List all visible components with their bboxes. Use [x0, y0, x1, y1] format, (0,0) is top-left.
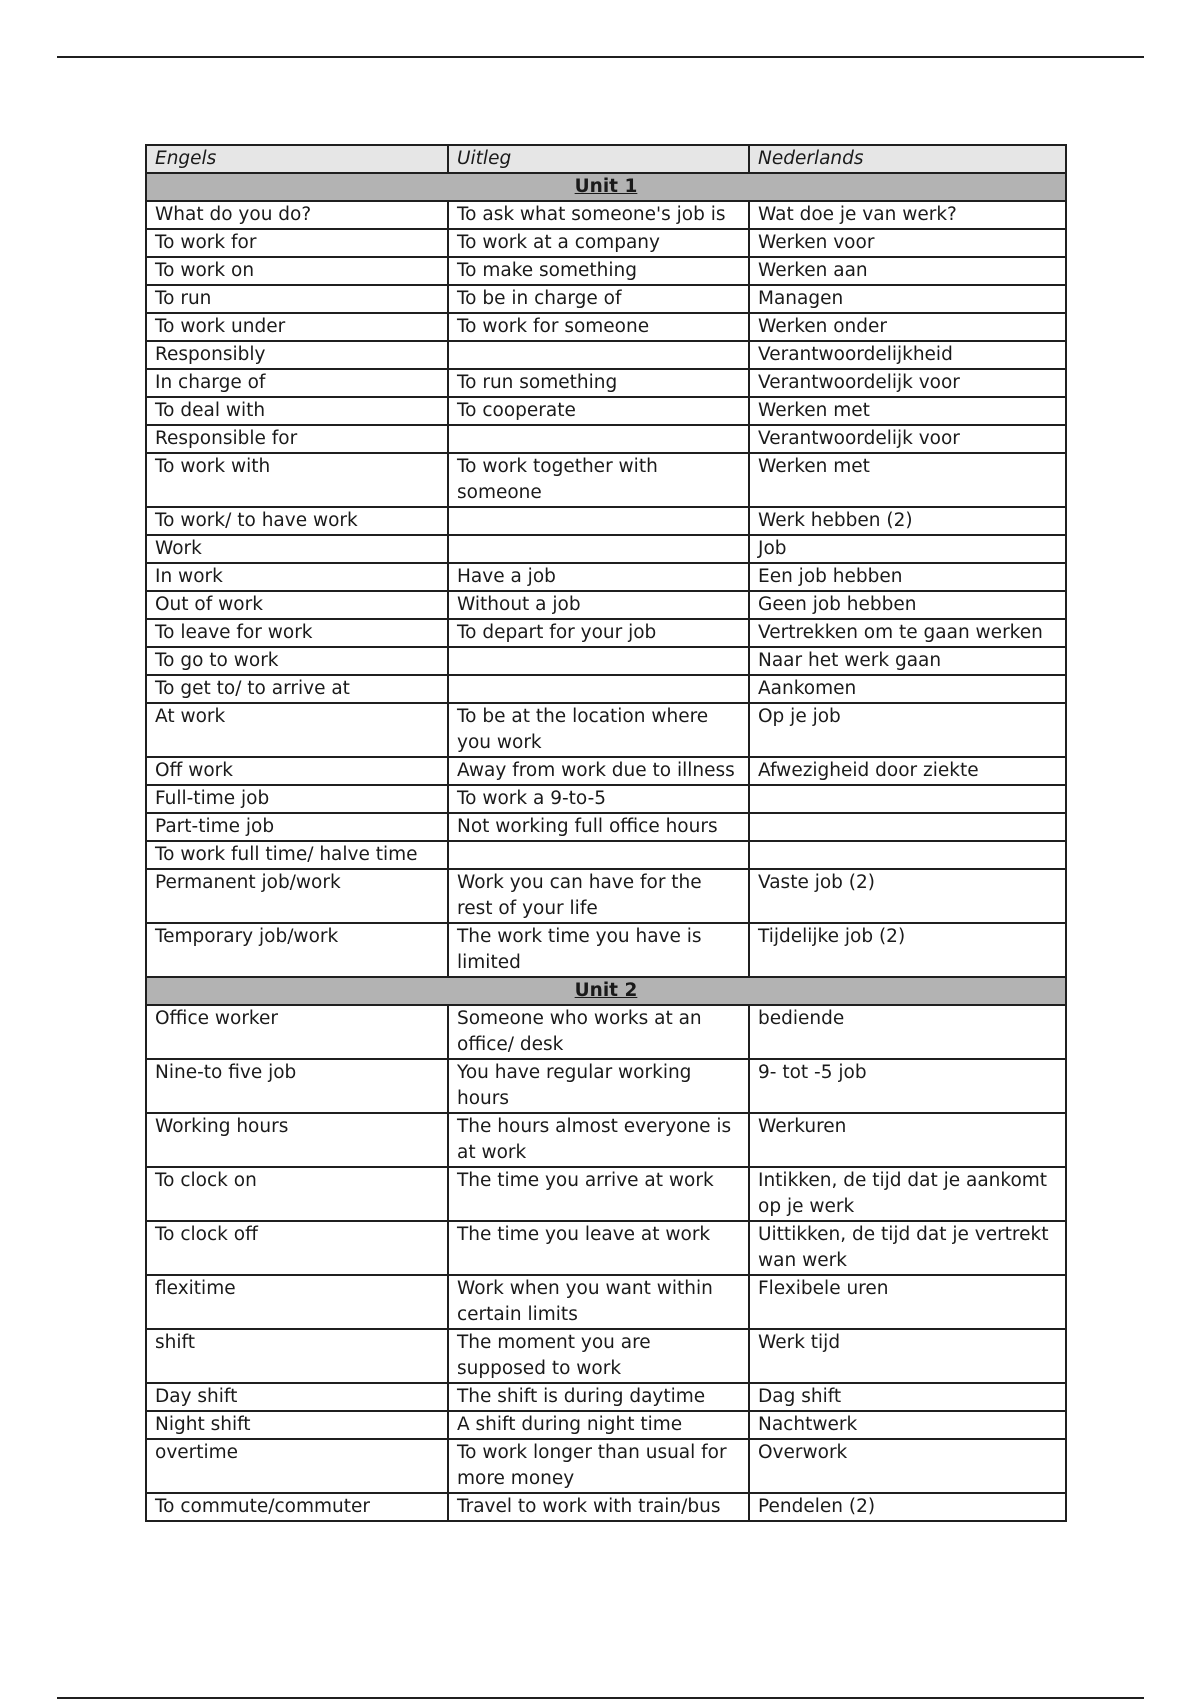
cell-line: To work for someone: [457, 316, 650, 337]
cell-line: To commute/commuter: [155, 1496, 370, 1517]
cell-line: Verantwoordelijk voor: [758, 428, 960, 449]
cell-line: Aankomen: [758, 678, 857, 699]
engels-cell: [146, 757, 448, 785]
nederlands-cell: [749, 619, 1066, 647]
cell-line: To work a 9-to-5: [457, 788, 607, 809]
cell-line: To go to work: [155, 650, 279, 671]
cell-line: Naar het werk gaan: [758, 650, 942, 671]
engels-cell: [146, 425, 448, 453]
cell-line: supposed to work: [457, 1358, 622, 1379]
cell-line: limited: [457, 952, 521, 973]
uitleg-cell: [448, 201, 749, 229]
nederlands-cell: [749, 813, 1066, 841]
cell-line: bediende: [758, 1008, 845, 1029]
cell-line: To clock off: [155, 1224, 258, 1245]
nederlands-cell: [749, 923, 1066, 977]
cell-line: Tijdelijke job (2): [758, 926, 906, 947]
cell-line: you work: [457, 732, 542, 753]
uitleg-cell: [448, 1439, 749, 1493]
uitleg-cell: [448, 1383, 749, 1411]
table-row: [146, 923, 1066, 977]
cell-line: To clock on: [155, 1170, 257, 1191]
engels-cell: [146, 619, 448, 647]
engels-cell: [146, 1005, 448, 1059]
table-row: [146, 1493, 1066, 1521]
uitleg-cell: [448, 257, 749, 285]
cell-line: wan werk: [758, 1250, 847, 1271]
table-row: [146, 341, 1066, 369]
footer-rule: [57, 1697, 1144, 1699]
cell-line: To work for: [155, 232, 257, 253]
cell-line: The hours almost everyone is: [457, 1116, 732, 1137]
nederlands-cell: [749, 1167, 1066, 1221]
uitleg-cell: [448, 425, 749, 453]
engels-cell: [146, 397, 448, 425]
uitleg-cell: [448, 1113, 749, 1167]
nederlands-cell: [749, 535, 1066, 563]
unit-title: Unit 1: [146, 173, 1066, 201]
table-row: [146, 535, 1066, 563]
nederlands-cell: [749, 397, 1066, 425]
uitleg-cell: [448, 397, 749, 425]
table-row: [146, 785, 1066, 813]
table-row: [146, 757, 1066, 785]
cell-line: Responsibly: [155, 344, 266, 365]
engels-cell: [146, 813, 448, 841]
table-row: [146, 313, 1066, 341]
engels-cell: [146, 313, 448, 341]
nederlands-cell: [749, 507, 1066, 535]
engels-cell: [146, 285, 448, 313]
cell-line: Intikken, de tijd dat je aankomt: [758, 1170, 1048, 1191]
cell-line: Werken aan: [758, 260, 868, 281]
uitleg-cell: [448, 1275, 749, 1329]
uitleg-cell: [448, 341, 749, 369]
uitleg-cell: [448, 813, 749, 841]
uitleg-cell: [448, 785, 749, 813]
uitleg-cell: [448, 923, 749, 977]
table-row: [146, 397, 1066, 425]
cell-line: flexitime: [155, 1278, 236, 1299]
engels-cell: [146, 535, 448, 563]
cell-line: To make something: [457, 260, 637, 281]
table-row: [146, 675, 1066, 703]
cell-line: certain limits: [457, 1304, 578, 1325]
table-row: [146, 1439, 1066, 1493]
cell-line: To work on: [155, 260, 255, 281]
nederlands-cell: [749, 563, 1066, 591]
engels-cell: [146, 341, 448, 369]
table-row: [146, 591, 1066, 619]
table-row: [146, 1329, 1066, 1383]
uitleg-cell: [448, 703, 749, 757]
cell-line: Full-time job: [155, 788, 270, 809]
table-body: [146, 173, 1066, 1521]
cell-line: Op je job: [758, 706, 841, 727]
cell-line: Pendelen (2): [758, 1496, 876, 1517]
table-row: [146, 1275, 1066, 1329]
unit-title: Unit 2: [146, 977, 1066, 1005]
engels-cell: [146, 257, 448, 285]
engels-cell: [146, 1059, 448, 1113]
table-row: [146, 285, 1066, 313]
nederlands-cell: [749, 369, 1066, 397]
cell-line: office/ desk: [457, 1034, 564, 1055]
cell-line: In work: [155, 566, 223, 587]
table-row: [146, 229, 1066, 257]
nederlands-cell: [749, 1275, 1066, 1329]
table-row: [146, 841, 1066, 869]
nederlands-cell: [749, 453, 1066, 507]
nederlands-cell: [749, 285, 1066, 313]
cell-line: To cooperate: [457, 400, 576, 421]
nederlands-cell: [749, 201, 1066, 229]
cell-line: Office worker: [155, 1008, 278, 1029]
engels-cell: [146, 201, 448, 229]
cell-line: Work when you want within: [457, 1278, 713, 1299]
table-row: [146, 257, 1066, 285]
cell-line: Managen: [758, 288, 844, 309]
cell-line: Working hours: [155, 1116, 289, 1137]
cell-line: To be at the location where: [457, 706, 709, 727]
cell-line: Work you can have for the: [457, 872, 702, 893]
uitleg-cell: [448, 841, 749, 869]
cell-line: Work: [155, 538, 202, 559]
nederlands-cell: [749, 1493, 1066, 1521]
cell-line: To deal with: [155, 400, 266, 421]
cell-line: overtime: [155, 1442, 239, 1463]
cell-line: To work full time/ halve time: [155, 844, 418, 865]
cell-line: At work: [155, 706, 226, 727]
cell-line: To work longer than usual for: [457, 1442, 727, 1463]
nederlands-cell: [749, 1059, 1066, 1113]
cell-line: The time you leave at work: [457, 1224, 711, 1245]
cell-line: hours: [457, 1088, 510, 1109]
cell-line: Vertrekken om te gaan werken: [758, 622, 1043, 643]
uitleg-cell: [448, 591, 749, 619]
header-rule: [57, 56, 1144, 58]
table-row: [146, 507, 1066, 535]
nederlands-cell: [749, 1383, 1066, 1411]
cell-line: Someone who works at an: [457, 1008, 702, 1029]
cell-line: Nine-to five job: [155, 1062, 297, 1083]
uitleg-cell: [448, 453, 749, 507]
cell-line: To work under: [155, 316, 286, 337]
cell-line: Werken voor: [758, 232, 875, 253]
unit-heading-row: [146, 173, 1066, 201]
cell-line: To work/ to have work: [155, 510, 358, 531]
engels-cell: [146, 591, 448, 619]
cell-line: The shift is during daytime: [457, 1386, 706, 1407]
engels-cell: [146, 1439, 448, 1493]
cell-line: Overwork: [758, 1442, 848, 1463]
engels-cell: [146, 453, 448, 507]
cell-line: Day shift: [155, 1386, 238, 1407]
nederlands-cell: [749, 1439, 1066, 1493]
table-row: [146, 869, 1066, 923]
engels-cell: [146, 563, 448, 591]
engels-cell: [146, 1113, 448, 1167]
uitleg-cell: [448, 1329, 749, 1383]
nederlands-cell: [749, 1329, 1066, 1383]
cell-line: The work time you have is: [457, 926, 702, 947]
uitleg-cell: [448, 1005, 749, 1059]
cell-line: Flexibele uren: [758, 1278, 889, 1299]
cell-line: Away from work due to illness: [457, 760, 735, 781]
cell-line: Not working full office hours: [457, 816, 718, 837]
table-row: [146, 813, 1066, 841]
cell-line: Werken met: [758, 456, 870, 477]
table-row: [146, 1221, 1066, 1275]
engels-cell: [146, 841, 448, 869]
cell-line: To ask what someone's job is: [457, 204, 726, 225]
engels-cell: [146, 1221, 448, 1275]
uitleg-cell: [448, 563, 749, 591]
table-row: [146, 201, 1066, 229]
cell-line: Uittikken, de tijd dat je vertrekt: [758, 1224, 1049, 1245]
nederlands-cell: [749, 869, 1066, 923]
uitleg-cell: [448, 535, 749, 563]
table-row: [146, 1113, 1066, 1167]
uitleg-cell: [448, 675, 749, 703]
table-row: [146, 453, 1066, 507]
vocabulary-table: [145, 144, 1067, 1522]
cell-line: To run: [155, 288, 212, 309]
header-engels: Engels: [146, 145, 448, 173]
cell-line: To work with: [155, 456, 271, 477]
cell-line: Permanent job/work: [155, 872, 341, 893]
cell-line: Een job hebben: [758, 566, 903, 587]
cell-line: Wat doe je van werk?: [758, 204, 957, 225]
nederlands-cell: [749, 647, 1066, 675]
engels-cell: [146, 869, 448, 923]
cell-line: rest of your life: [457, 898, 598, 919]
nederlands-cell: [749, 785, 1066, 813]
nederlands-cell: [749, 1221, 1066, 1275]
engels-cell: [146, 675, 448, 703]
cell-line: Geen job hebben: [758, 594, 917, 615]
cell-line: To get to/ to arrive at: [155, 678, 350, 699]
cell-line: Have a job: [457, 566, 556, 587]
uitleg-cell: [448, 869, 749, 923]
cell-line: Travel to work with train/bus: [457, 1496, 721, 1517]
uitleg-cell: [448, 229, 749, 257]
engels-cell: [146, 507, 448, 535]
cell-line: Dag shift: [758, 1386, 842, 1407]
table-row: [146, 425, 1066, 453]
cell-line: The time you arrive at work: [457, 1170, 714, 1191]
nederlands-cell: [749, 341, 1066, 369]
nederlands-cell: [749, 257, 1066, 285]
cell-line: Afwezigheid door ziekte: [758, 760, 979, 781]
engels-cell: [146, 369, 448, 397]
table-row: [146, 1059, 1066, 1113]
cell-line: Werk tijd: [758, 1332, 841, 1353]
uitleg-cell: [448, 1059, 749, 1113]
nederlands-cell: [749, 757, 1066, 785]
uitleg-cell: [448, 757, 749, 785]
uitleg-cell: [448, 285, 749, 313]
cell-line: op je werk: [758, 1196, 855, 1217]
engels-cell: [146, 1275, 448, 1329]
uitleg-cell: [448, 647, 749, 675]
table-row: [146, 1167, 1066, 1221]
cell-line: shift: [155, 1332, 195, 1353]
cell-line: A shift during night time: [457, 1414, 683, 1435]
cell-line: 9- tot -5 job: [758, 1062, 867, 1083]
nederlands-cell: [749, 675, 1066, 703]
uitleg-cell: [448, 507, 749, 535]
uitleg-cell: [448, 313, 749, 341]
uitleg-cell: [448, 1411, 749, 1439]
nederlands-cell: [749, 313, 1066, 341]
cell-line: Verantwoordelijkheid: [758, 344, 953, 365]
engels-cell: [146, 647, 448, 675]
engels-cell: [146, 703, 448, 757]
cell-line: In charge of: [155, 372, 266, 393]
cell-line: Night shift: [155, 1414, 251, 1435]
engels-cell: [146, 785, 448, 813]
table-row: [146, 369, 1066, 397]
engels-cell: [146, 1493, 448, 1521]
uitleg-cell: [448, 1493, 749, 1521]
cell-line: What do you do?: [155, 204, 312, 225]
cell-line: You have regular working: [457, 1062, 692, 1083]
cell-line: To depart for your job: [457, 622, 657, 643]
cell-line: Verantwoordelijk voor: [758, 372, 960, 393]
cell-line: Werkuren: [758, 1116, 847, 1137]
engels-cell: [146, 1167, 448, 1221]
cell-line: Without a job: [457, 594, 581, 615]
table-row: [146, 647, 1066, 675]
engels-cell: [146, 923, 448, 977]
engels-cell: [146, 1411, 448, 1439]
cell-line: Off work: [155, 760, 233, 781]
uitleg-cell: [448, 619, 749, 647]
table-row: [146, 619, 1066, 647]
cell-line: To leave for work: [155, 622, 313, 643]
header-uitleg: Uitleg: [448, 145, 749, 173]
cell-line: at work: [457, 1142, 527, 1163]
table-row: [146, 563, 1066, 591]
cell-line: The moment you are: [457, 1332, 651, 1353]
nederlands-cell: [749, 591, 1066, 619]
cell-line: Out of work: [155, 594, 263, 615]
header-nederlands: Nederlands: [749, 145, 1066, 173]
uitleg-cell: [448, 1221, 749, 1275]
cell-line: someone: [457, 482, 542, 503]
table-row: [146, 1411, 1066, 1439]
table-row: [146, 1383, 1066, 1411]
table-row: [146, 1005, 1066, 1059]
cell-line: Vaste job (2): [758, 872, 875, 893]
cell-line: Werken onder: [758, 316, 888, 337]
cell-line: To be in charge of: [457, 288, 622, 309]
engels-cell: [146, 1383, 448, 1411]
nederlands-cell: [749, 229, 1066, 257]
nederlands-cell: [749, 703, 1066, 757]
cell-line: Job: [758, 538, 787, 559]
cell-line: To run something: [457, 372, 618, 393]
cell-line: Werk hebben (2): [758, 510, 913, 531]
cell-line: Nachtwerk: [758, 1414, 858, 1435]
cell-line: Temporary job/work: [155, 926, 339, 947]
nederlands-cell: [749, 425, 1066, 453]
nederlands-cell: [749, 841, 1066, 869]
cell-line: Werken met: [758, 400, 870, 421]
cell-line: Part-time job: [155, 816, 275, 837]
nederlands-cell: [749, 1411, 1066, 1439]
uitleg-cell: [448, 369, 749, 397]
cell-line: more money: [457, 1468, 575, 1489]
cell-line: To work together with: [457, 456, 658, 477]
nederlands-cell: [749, 1005, 1066, 1059]
engels-cell: [146, 1329, 448, 1383]
uitleg-cell: [448, 1167, 749, 1221]
cell-line: Responsible for: [155, 428, 298, 449]
table-header-row: [146, 145, 1066, 173]
unit-heading-row: [146, 977, 1066, 1005]
nederlands-cell: [749, 1113, 1066, 1167]
table-row: [146, 703, 1066, 757]
cell-line: To work at a company: [457, 232, 660, 253]
engels-cell: [146, 229, 448, 257]
